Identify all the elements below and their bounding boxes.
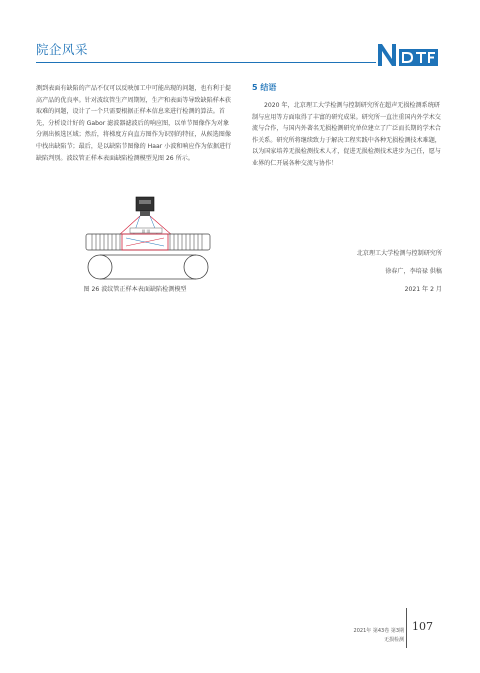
footer-journal: 无损检测 <box>383 637 404 643</box>
footer-divider <box>406 608 407 648</box>
signature-organization: 北京理工大学检测与控制研究所 <box>356 250 442 257</box>
footer-issue: 2021年 第43卷 第3期 <box>353 628 404 634</box>
header-rule <box>36 62 376 63</box>
corrugated-pipe-figure <box>78 194 218 286</box>
body-paragraph-left: 测到表面有缺陷的产品不仅可以反映加工中可能出现的问题，也有利于提高产品的优良率。针对波纹管生产周期短，生产和表面等导致缺陷样本获取难的问题，设计了一个只需要根据正样本信息来进行检测的算法。首先，分析设计好的 Gabor 滤波器滤波后的响应图，以单节图像作为对象分割出候选区域；然后，将梯度方向直方图作为识别的特征，从候选图像中找出缺陷节；最后，是以缺陷节图像的 Haar 小波和响应作为依据进行缺陷判别。波纹管正样本表面缺陷检测模型见图 26 所示。 <box>36 85 232 162</box>
section-heading: 5 结语 <box>252 83 277 92</box>
signature-date: 2021 年 2 月 <box>404 286 442 293</box>
section-title: 院企风采 <box>36 42 89 57</box>
ndt-logo <box>376 42 440 68</box>
figure-caption: 图 26 波纹管正样本表面缺陷检测模型 <box>83 286 187 293</box>
body-paragraph-right: 2020 年，北京理工大学检测与控制研究所在超声无损检测系统研制与应用等方面取得了丰富的研究成果。研究所一直注重国内外学术交流与合作，与国内外著名无损检测研究单位建立了广泛而长期的学术合作关系。研究所将继续致力于解决工程实践中各种无损检测技术难题，以为国家培养无损检测技术人才，促进无损检测技术进步为己任，愿与业界的仁开展各种交流与协作！ <box>252 102 441 167</box>
signature-authors: 徐春广，李培禄 供稿 <box>385 268 442 275</box>
svg-text:||| |||: ||| ||| <box>141 229 151 233</box>
page-number: 107 <box>412 620 433 633</box>
